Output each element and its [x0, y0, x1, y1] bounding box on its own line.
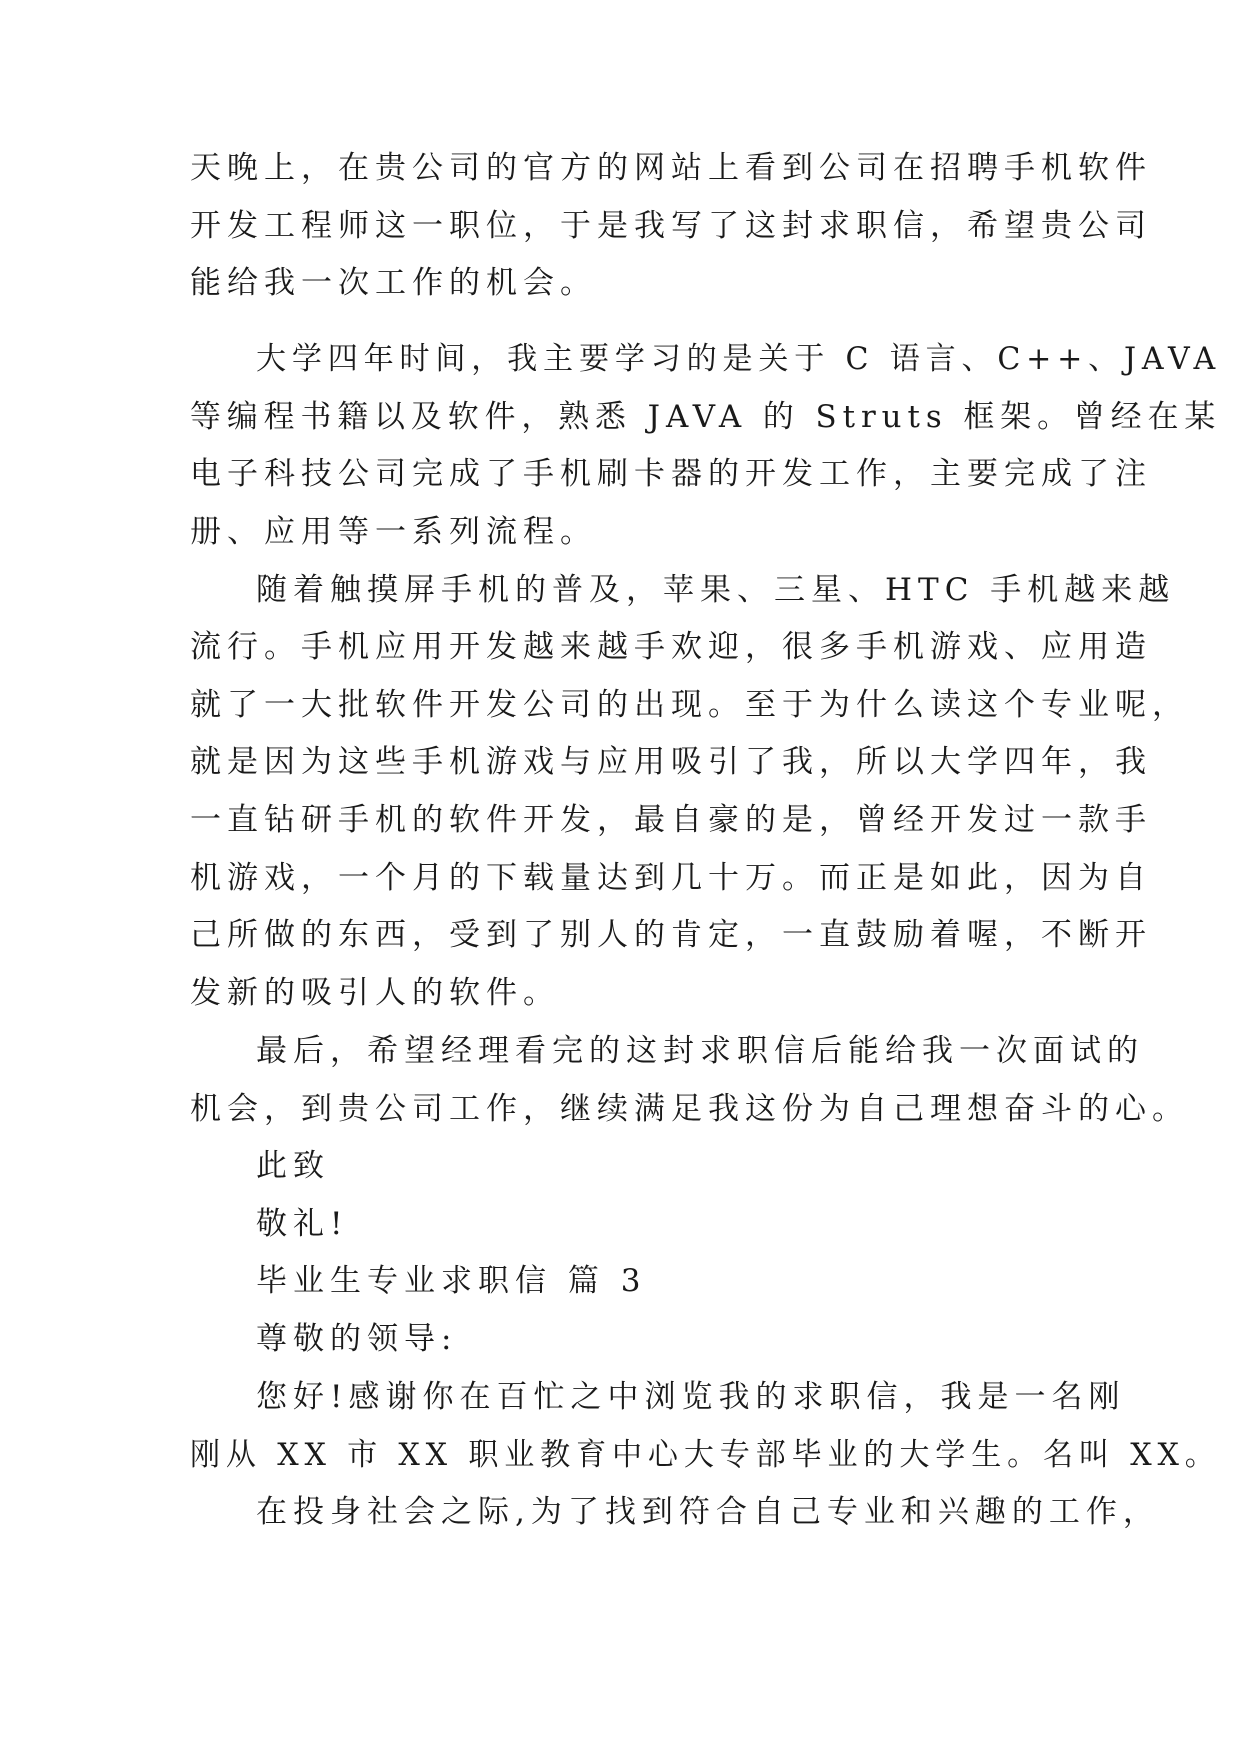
closing-line: 敬礼!	[256, 1206, 349, 1242]
text-line: 天晚上，在贵公司的官方的网站上看到公司在招聘手机软件	[190, 150, 1152, 186]
text-line: 在投身社会之际,为了找到符合自己专业和兴趣的工作，	[256, 1494, 1160, 1530]
text-line: 流行。手机应用开发越来越手欢迎，很多手机游戏、应用造	[190, 629, 1152, 665]
text-line: 等编程书籍以及软件，熟悉 JAVA 的 Struts 框架。曾经在某	[190, 399, 1222, 435]
text-line: 就是因为这些手机游戏与应用吸引了我，所以大学四年，我	[190, 744, 1152, 780]
text-line: 电子科技公司完成了手机刷卡器的开发工作，主要完成了注	[190, 456, 1152, 492]
text-line: 随着触摸屏手机的普及，苹果、三星、HTC 手机越来越	[256, 572, 1176, 608]
text-line: 能给我一次工作的机会。	[190, 265, 597, 301]
text-line: 己所做的东西，受到了别人的肯定，一直鼓励着喔，不断开	[190, 917, 1152, 953]
text-line: 就了一大批软件开发公司的出现。至于为什么读这个专业呢，	[190, 687, 1189, 723]
text-line: 发新的吸引人的软件。	[190, 975, 560, 1011]
section-heading: 毕业生专业求职信 篇 3	[256, 1263, 647, 1299]
salutation: 尊敬的领导:	[256, 1321, 458, 1357]
closing-line: 此致	[256, 1148, 330, 1184]
text-line: 刚从 XX 市 XX 职业教育中心大专部毕业的大学生。名叫 XX。	[190, 1437, 1221, 1473]
text-line: 册、应用等一系列流程。	[190, 514, 597, 550]
text-line: 最后，希望经理看完的这封求职信后能给我一次面试的	[256, 1033, 1144, 1069]
text-line: 一直钻研手机的软件开发，最自豪的是，曾经开发过一款手	[190, 802, 1152, 838]
text-line: 大学四年时间，我主要学习的是关于 C 语言、C++、JAVA	[256, 341, 1221, 377]
text-line: 机游戏，一个月的下载量达到几十万。而正是如此，因为自	[190, 860, 1152, 896]
text-line: 您好!感谢你在百忙之中浏览我的求职信，我是一名刚	[256, 1379, 1126, 1415]
text-line: 开发工程师这一职位，于是我写了这封求职信，希望贵公司	[190, 208, 1152, 244]
text-line: 机会，到贵公司工作，继续满足我这份为自己理想奋斗的心。	[190, 1091, 1189, 1127]
